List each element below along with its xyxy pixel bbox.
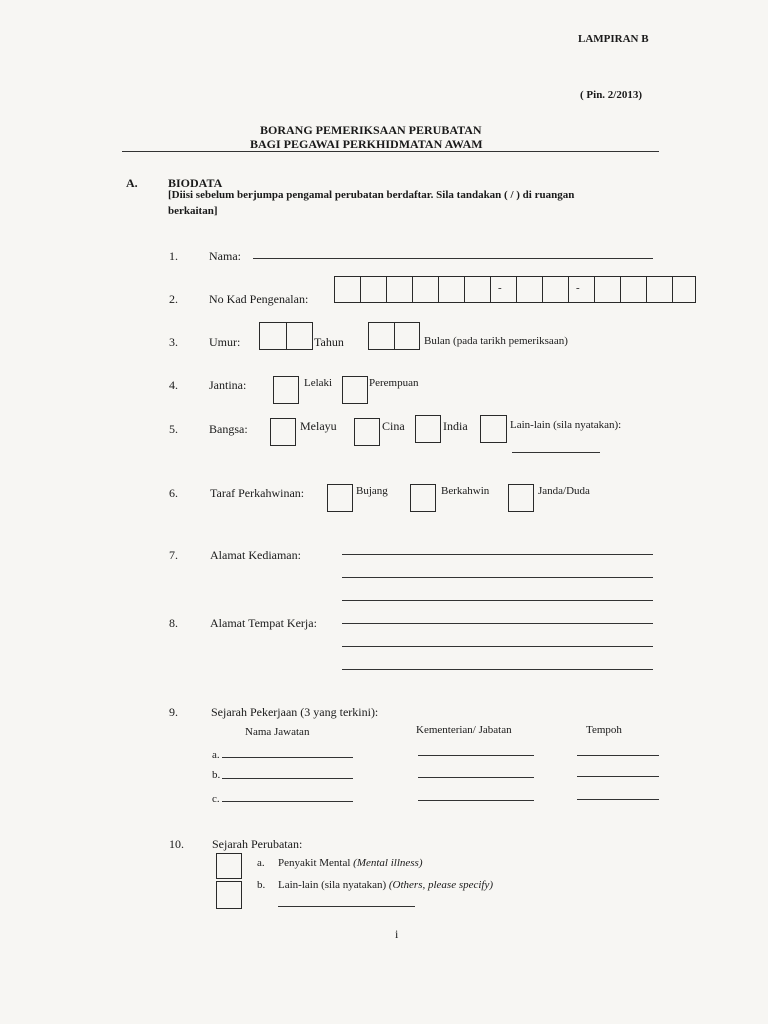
row-c-tempoh-field[interactable] xyxy=(577,799,659,800)
q8-label: Alamat Tempat Kerja: xyxy=(210,616,317,630)
age-years-field[interactable] xyxy=(259,322,313,350)
q6-number: 6. xyxy=(169,486,178,500)
melayu-label: Melayu xyxy=(300,419,337,433)
berkahwin-checkbox[interactable] xyxy=(410,484,436,512)
janda-duda-label: Janda/Duda xyxy=(538,485,590,497)
cina-checkbox[interactable] xyxy=(354,418,380,446)
lelaki-checkbox[interactable] xyxy=(273,376,299,404)
work-address-line-1[interactable] xyxy=(342,623,653,624)
q2-label: No Kad Pengenalan: xyxy=(209,292,309,306)
section-instruction-line1: [Diisi sebelum berjumpa pengamal perubatan berdaftar. Sila tandakan ( / ) di ruangan xyxy=(168,189,575,201)
others-checkbox[interactable] xyxy=(216,881,242,909)
others-label xyxy=(278,879,493,891)
lain-lain-specify-field[interactable] xyxy=(512,452,600,453)
q10-label: Sejarah Perubatan: xyxy=(212,837,303,851)
section-heading: BIODATA xyxy=(168,176,223,190)
janda-duda-checkbox[interactable] xyxy=(508,484,534,512)
q5-number: 5. xyxy=(169,422,178,436)
q2-number: 2. xyxy=(169,292,178,306)
q1-label: Nama: xyxy=(209,249,241,263)
others-label-ms: Lain-lain (sila nyatakan) xyxy=(278,879,387,891)
mental-illness-checkbox[interactable] xyxy=(216,853,242,879)
col-tempoh: Tempoh xyxy=(586,724,622,736)
lampiran-label: LAMPIRAN B xyxy=(578,33,649,45)
q10-number: 10. xyxy=(169,837,184,851)
q3-number: 3. xyxy=(169,335,178,349)
lain-lain-checkbox[interactable] xyxy=(480,415,507,443)
berkahwin-label: Berkahwin xyxy=(441,485,490,497)
home-address-line-2[interactable] xyxy=(342,577,653,578)
q1-number: 1. xyxy=(169,249,178,263)
mental-illness-label xyxy=(278,857,423,869)
q8-number: 8. xyxy=(169,616,178,630)
section-letter: A. xyxy=(126,176,138,190)
title-underline xyxy=(122,151,659,152)
others-specify-field[interactable] xyxy=(278,906,415,907)
ic-separator-1: - xyxy=(498,282,502,294)
row-a-jawatan-field[interactable] xyxy=(222,757,353,758)
q6-label: Taraf Perkahwinan: xyxy=(210,486,305,500)
row-a-label: a. xyxy=(212,749,220,761)
perempuan-label: Perempuan xyxy=(369,377,419,389)
q10-b-letter: b. xyxy=(257,879,266,891)
ic-number-field[interactable] xyxy=(334,276,696,303)
lelaki-label: Lelaki xyxy=(304,377,333,389)
perempuan-checkbox[interactable] xyxy=(342,376,368,404)
q4-number: 4. xyxy=(169,378,178,392)
col-kementerian-jabatan: Kementerian/ Jabatan xyxy=(416,724,512,736)
row-b-tempoh-field[interactable] xyxy=(577,776,659,777)
form-title-line1: BORANG PEMERIKSAAN PERUBATAN xyxy=(260,123,482,137)
mental-illness-label-en: (Mental illness) xyxy=(353,857,423,869)
q3-label: Umur: xyxy=(209,335,241,349)
cina-label: Cina xyxy=(382,419,405,433)
row-a-tempoh-field[interactable] xyxy=(577,755,659,756)
bujang-label: Bujang xyxy=(356,485,388,497)
india-checkbox[interactable] xyxy=(415,415,441,443)
q10-a-letter: a. xyxy=(257,857,265,869)
lain-lain-label: Lain-lain (sila nyatakan): xyxy=(510,419,622,431)
q9-number: 9. xyxy=(169,705,178,719)
ic-separator-2: - xyxy=(576,282,580,294)
col-nama-jawatan: Nama Jawatan xyxy=(245,726,310,738)
q9-label: Sejarah Pekerjaan (3 yang terkini): xyxy=(211,705,379,719)
mental-illness-label-ms: Penyakit Mental xyxy=(278,857,351,869)
page-number: i xyxy=(395,927,399,941)
india-label: India xyxy=(443,419,468,433)
bujang-checkbox[interactable] xyxy=(327,484,353,512)
q7-label: Alamat Kediaman: xyxy=(210,548,301,562)
tahun-label: Tahun xyxy=(314,335,344,349)
work-address-line-3[interactable] xyxy=(342,669,653,670)
q5-label: Bangsa: xyxy=(209,422,248,436)
row-b-jabatan-field[interactable] xyxy=(418,777,534,778)
q4-label: Jantina: xyxy=(209,378,247,392)
work-address-line-2[interactable] xyxy=(342,646,653,647)
others-label-en: (Others, please specify) xyxy=(388,879,494,891)
row-c-label: c. xyxy=(212,793,220,805)
bulan-label: Bulan (pada tarikh pemeriksaan) xyxy=(424,335,568,347)
pin-reference: ( Pin. 2/2013) xyxy=(580,89,643,101)
row-a-jabatan-field[interactable] xyxy=(418,755,534,756)
section-instruction-line2: berkaitan] xyxy=(168,205,218,217)
home-address-line-3[interactable] xyxy=(342,600,653,601)
row-b-jawatan-field[interactable] xyxy=(222,778,353,779)
row-c-jabatan-field[interactable] xyxy=(418,800,534,801)
melayu-checkbox[interactable] xyxy=(270,418,296,446)
q7-number: 7. xyxy=(169,548,178,562)
form-title-line2: BAGI PEGAWAI PERKHIDMATAN AWAM xyxy=(250,137,483,151)
name-field[interactable] xyxy=(253,258,653,259)
row-b-label: b. xyxy=(212,769,221,781)
age-months-field[interactable] xyxy=(368,322,420,350)
row-c-jawatan-field[interactable] xyxy=(222,801,353,802)
home-address-line-1[interactable] xyxy=(342,554,653,555)
